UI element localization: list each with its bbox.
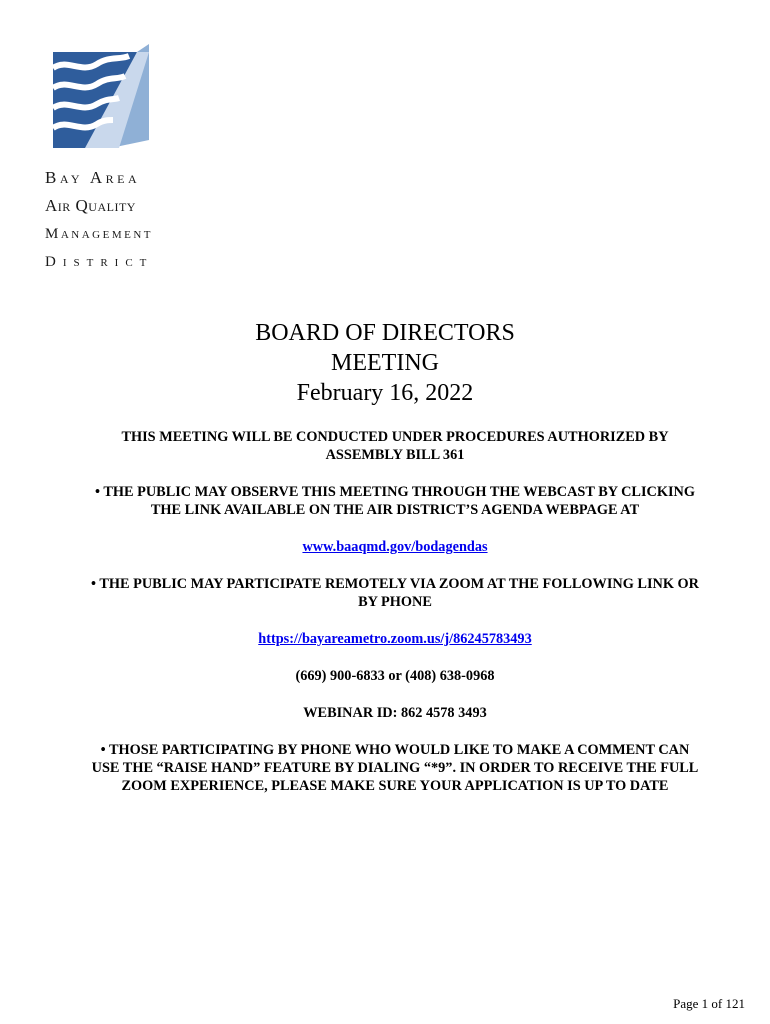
meeting-notice <box>90 428 700 814</box>
meeting-title <box>0 318 770 408</box>
waves-logo-icon <box>45 44 149 152</box>
page-number: Page 1 of 121 <box>673 996 745 1011</box>
raise-hand-notice: • THOSE PARTICIPATING BY PHONE WHO WOULD LIKE TO MAKE A COMMENT CAN USE THE “RAISE HAND” FEATURE BY DIALING “*9”. IN ORDER TO RECEIVE THE FULL ZOOM EXPERIENCE, PLEASE MAKE SURE YOUR APPLICATION IS UP TO DATE <box>91 742 699 794</box>
meeting-date: February 16, 2022 <box>296 380 474 406</box>
webcast-notice: • THE PUBLIC MAY OBSERVE THIS MEETING THROUGH THE WEBCAST BY CLICKING THE LINK AVAILABLE ON THE AIR DISTRICT’S AGENDA WEBPAGE AT <box>95 484 695 518</box>
logo-line-district: District <box>45 254 154 270</box>
title-line-meeting: MEETING <box>331 350 439 376</box>
logo-line-air-quality: Air Quality <box>45 196 136 215</box>
title-line-board: BOARD OF DIRECTORS <box>255 320 515 346</box>
logo-line-bay-area: Bay Area <box>45 168 141 187</box>
webinar-id: WEBINAR ID: 862 4578 3493 <box>303 705 487 721</box>
baaqmd-logo <box>45 44 155 276</box>
ab361-notice: THIS MEETING WILL BE CONDUCTED UNDER PROCEDURES AUTHORIZED BY ASSEMBLY BILL 361 <box>121 429 669 463</box>
phone-numbers: (669) 900-6833 or (408) 638-0968 <box>295 668 495 684</box>
logo-line-management: Management <box>45 226 153 242</box>
zoom-notice: • THE PUBLIC MAY PARTICIPATE REMOTELY VIA ZOOM AT THE FOLLOWING LINK OR BY PHONE <box>91 576 699 610</box>
zoom-link[interactable]: https://bayareametro.zoom.us/j/86245783493 <box>258 631 532 647</box>
agenda-link[interactable]: www.baaqmd.gov/bodagendas <box>302 539 488 555</box>
logo-wordmark <box>45 164 155 276</box>
